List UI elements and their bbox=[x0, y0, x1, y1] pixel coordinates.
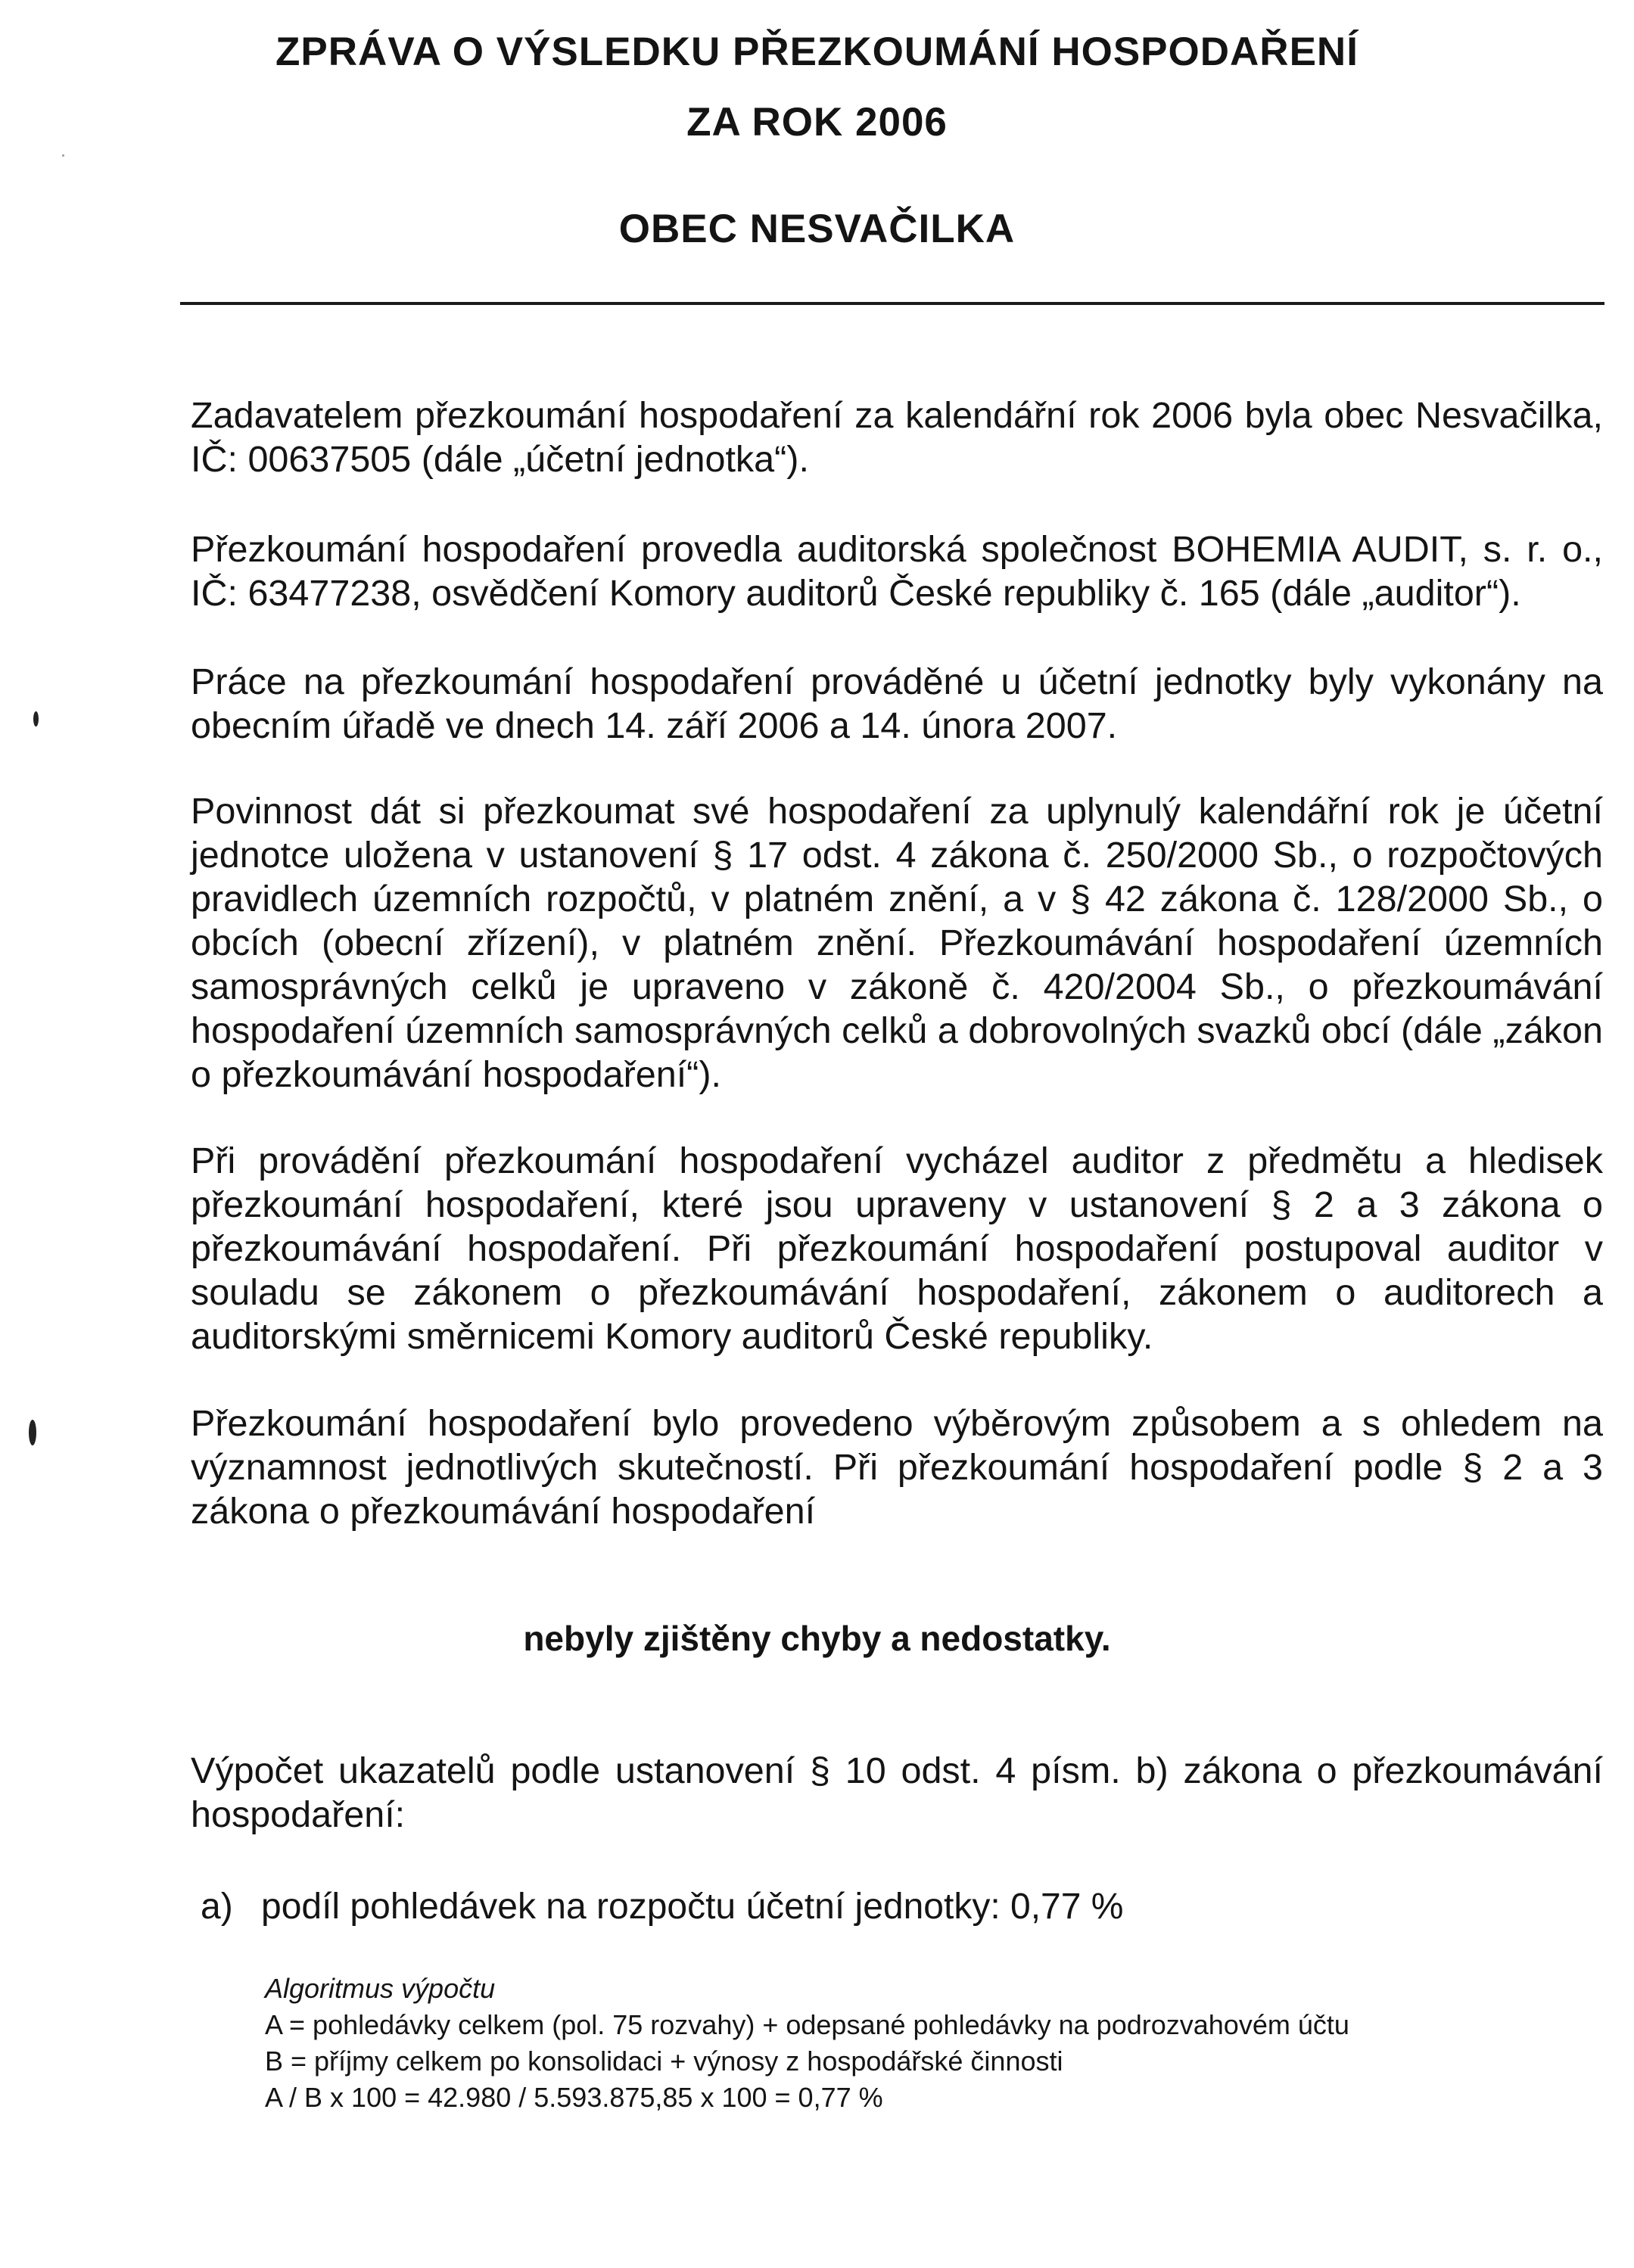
algorithm-line: B = příjmy celkem po konsolidaci + výnosy z hospodářské činnosti bbox=[265, 2046, 1063, 2077]
algorithm-line: A / B x 100 = 42.980 / 5.593.875,85 x 100 = 0,77 % bbox=[265, 2082, 883, 2113]
header-divider bbox=[180, 302, 1604, 305]
paragraph-text: Povinnost dát si přezkoumat své hospodaření za uplynulý kalendářní rok je účetní jednotce uložena v ustanovení § 17 odst. 4 zákona č. 250/2000 Sb., o rozpočtových pravidlech územních rozpočtů, v platném znění, a v § 42 zákona č. 128/2000 Sb., o obcích (obecní zřízení), v platném znění. Přezkoumávání hospodaření územních samosprávných celků je upraveno v zákoně č. 420/2004 Sb., o přezkoumávání hospodaření územních samosprávných celků a dobrovolných svazků obcí (dále „zákon o přezkoumávání hospodaření“). bbox=[191, 791, 1603, 1095]
paragraph-text: Zadavatelem přezkoumání hospodaření za kalendářní rok 2006 byla obec Nesvačilka, IČ: 00637505 (dále „účetní jednotka“). bbox=[191, 395, 1603, 480]
scan-mark bbox=[33, 711, 39, 726]
indicator-a bbox=[201, 1889, 1123, 1925]
paragraph-text: Přezkoumání hospodaření bylo provedeno výběrovým způsobem a s ohledem na významnost jednotlivých skutečností. Při přezkoumání hospodaření podle § 2 a 3 zákona o přezkoumávání hospodaření bbox=[191, 1403, 1603, 1532]
paragraph-legal-basis bbox=[191, 789, 1603, 1097]
report-title: ZPRÁVA O VÝSLEDKU PŘEZKOUMÁNÍ HOSPODAŘENÍ bbox=[275, 30, 1359, 74]
algorithm-block bbox=[265, 1971, 1349, 2116]
algorithm-title: Algoritmus výpočtu bbox=[265, 1973, 496, 2004]
paragraph-text: Při provádění přezkoumání hospodaření vycházel auditor z předmětu a hledisek přezkoumání hospodaření, které jsou upraveny v ustanovení § 2 a 3 zákona o přezkoumávání hospodaření. Při přezkoumání hospodaření postupoval auditor v souladu se zákonem o přezkoumávání hospodaření, zákonem o auditorech a auditorskými směrnicemi Komory auditorů České republiky. bbox=[191, 1140, 1603, 1357]
paragraph-auditor bbox=[191, 527, 1603, 615]
algorithm-line: A = pohledávky celkem (pol. 75 rozvahy) + odepsané pohledávky na podrozvahovém účtu bbox=[265, 2009, 1349, 2040]
paragraph-work-dates bbox=[191, 660, 1603, 748]
scan-mark bbox=[29, 1420, 36, 1445]
scan-dust bbox=[62, 154, 64, 157]
paragraph-indicators-intro bbox=[191, 1749, 1603, 1837]
indicator-text: podíl pohledávek na rozpočtu účetní jednotky: 0,77 % bbox=[261, 1887, 1124, 1927]
paragraph-text: Práce na přezkoumání hospodaření prováděné u účetní jednotky byly vykonány na obecním úřadě ve dnech 14. září 2006 a 14. února 2007. bbox=[191, 661, 1603, 746]
municipality-name: OBEC NESVAČILKA bbox=[618, 207, 1016, 251]
paragraph-client bbox=[191, 394, 1603, 481]
paragraph-text: Přezkoumání hospodaření provedla auditorská společnost BOHEMIA AUDIT, s. r. o., IČ: 63477238, osvědčení Komory auditorů České republiky č. 165 (dále „auditor“). bbox=[191, 529, 1603, 614]
paragraph-procedure bbox=[191, 1139, 1603, 1358]
paragraph-text: Výpočet ukazatelů podle ustanovení § 10 odst. 4 písm. b) zákona o přezkoumávání hospodaření: bbox=[191, 1750, 1603, 1835]
report-year: ZA ROK 2006 bbox=[686, 100, 948, 145]
paragraph-scope bbox=[191, 1402, 1603, 1533]
audit-conclusion: nebyly zjištěny chyby a nedostatky. bbox=[523, 1619, 1111, 1658]
indicator-marker: a) bbox=[201, 1887, 233, 1927]
